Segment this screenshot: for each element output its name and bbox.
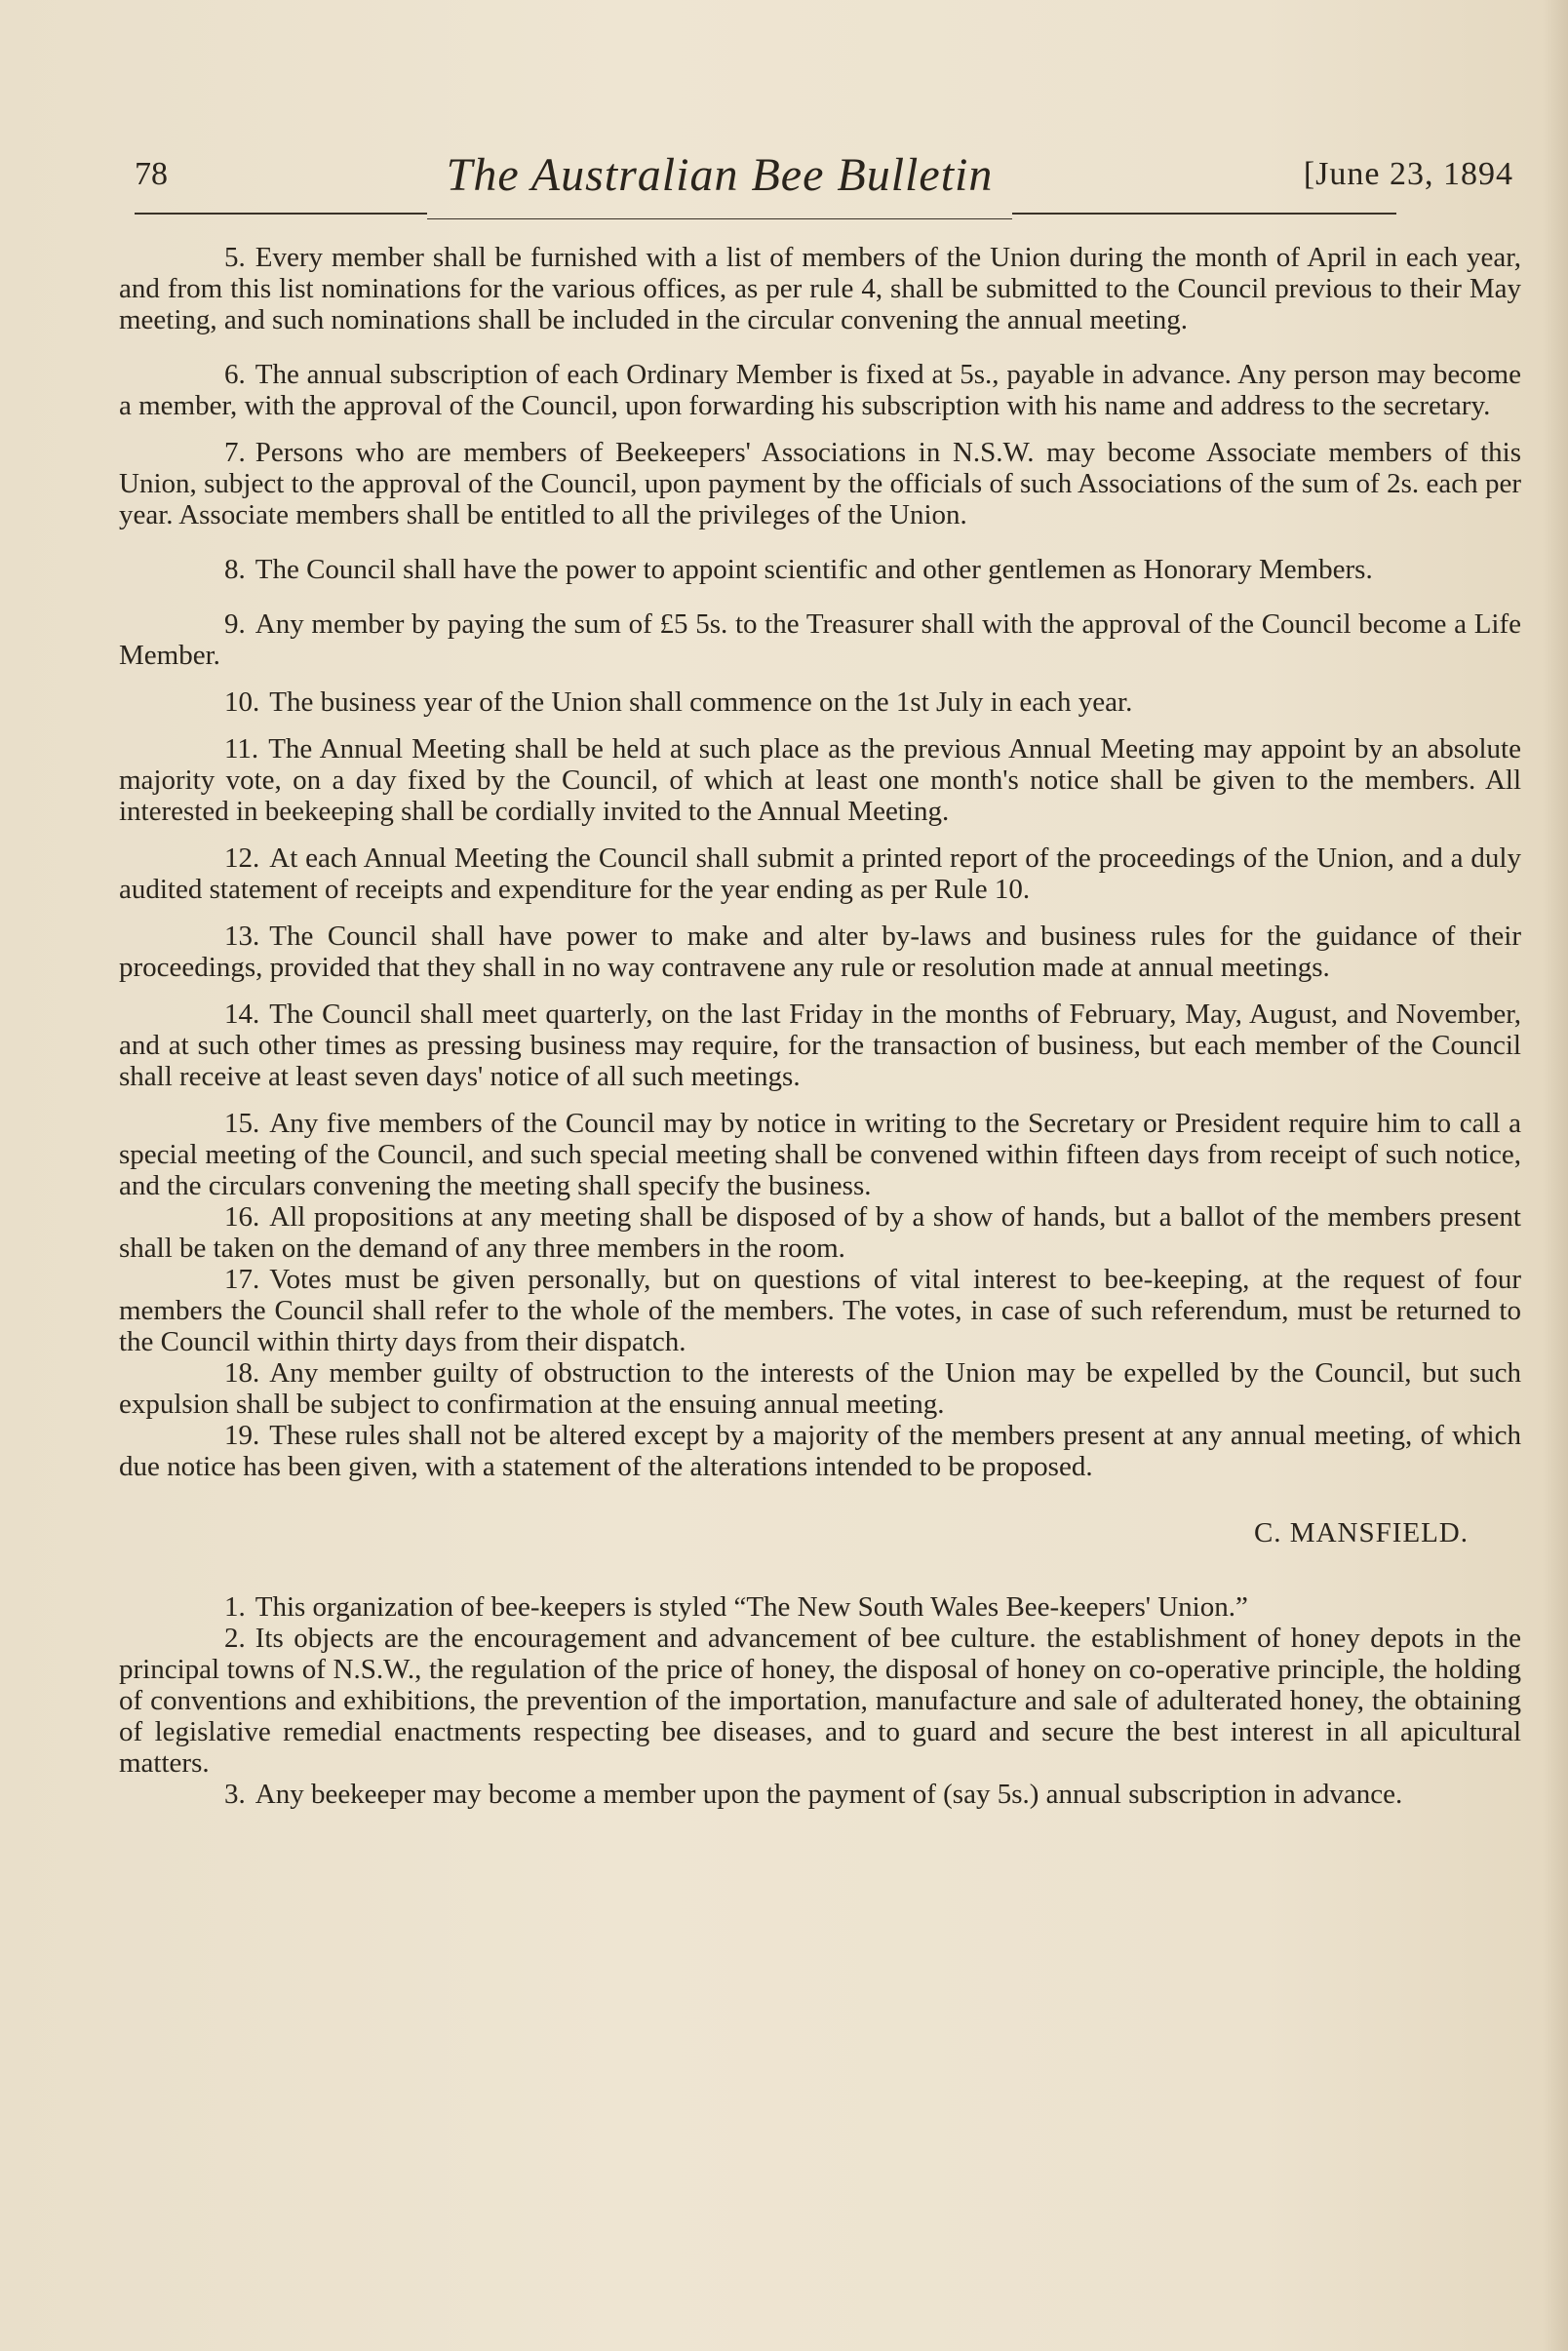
- rule-16: 16. All propositions at any meeting shall be disposed of by a show of hands, but a ballot of the members present shall be taken on the demand of any three members in the room.: [119, 1201, 1521, 1264]
- header-rule: [427, 218, 1012, 219]
- signature: C. MANSFIELD.: [1253, 1517, 1469, 1548]
- union-rule-3: 3. Any beekeeper may become a member upon the payment of (say 5s.) annual subscription in advance.: [224, 1779, 1403, 1810]
- rule-9: 9. Any member by paying the sum of £5 5s. to the Treasurer shall with the approval of the Council become a Life Member.: [119, 608, 1521, 671]
- union-rule-2: 2. Its objects are the encouragement and advancement of bee culture. the establishment of honey depots in the principal towns of N.S.W., the regulation of the price of honey, the disposal of honey on co-operative principle, the holding of conventions and exhibitions, the prevention of the importation, manufacture and sale of adulterated honey, the obtaining of legislative remedial enactments respecting bee diseases, and to guard and secure the best interest in all apicultural matters.: [119, 1623, 1521, 1779]
- rule-18: 18. Any member guilty of obstruction to the interests of the Union may be expelled by the Council, but such expulsion shall be subject to confirmation at the ensuing annual meeting.: [119, 1357, 1521, 1420]
- rule-6: 6. The annual subscription of each Ordinary Member is fixed at 5s., payable in advance. Any person may become a member, with the approval of the Council, upon forwarding his subscription with his name and address to the secretary.: [119, 359, 1521, 421]
- rule-12: 12. At each Annual Meeting the Council shall submit a printed report of the proceedings of the Union, and a duly audited statement of receipts and expenditure for the year ending as per Rule 10.: [119, 842, 1521, 905]
- rule-11: 11. The Annual Meeting shall be held at such place as the previous Annual Meeting may appoint by an absolute majority vote, on a day fixed by the Council, of which at least one month's notice shall be given to the members. All interested in beekeeping shall be cordially invited to the Annual Meeting.: [119, 733, 1521, 827]
- rule-14: 14. The Council shall meet quarterly, on the last Friday in the months of February, May, August, and November, and at such other times as pressing business may require, for the transaction of business, but each member of the Council shall receive at least seven days' notice of all such meetings.: [119, 999, 1521, 1092]
- page-header: [135, 148, 1519, 226]
- rule-5: 5. Every member shall be furnished with a list of members of the Union during the month of April in each year, and from this list nominations for the various offices, as per rule 4, shall be submitted to the Council previous to their May meeting, and such nominations shall be included in the circular convening the annual meeting.: [119, 242, 1521, 335]
- union-rule-1: 1. This organization of bee-keepers is styled “The New South Wales Bee-keepers' Union.”: [224, 1591, 1248, 1623]
- rule-13: 13. The Council shall have power to make and alter by-laws and business rules for the guidance of their proceedings, provided that they shall in no way contravene any rule or resolution made at annual meetings.: [119, 921, 1521, 983]
- rule-17: 17. Votes must be given personally, but on questions of vital interest to bee-keeping, at the request of four members the Council shall refer to the whole of the members. The votes, in case of such referendum, must be returned to the Council within thirty days from their dispatch.: [119, 1264, 1521, 1357]
- header-rule: [135, 213, 427, 215]
- rule-15: 15. Any five members of the Council may by notice in writing to the Secretary or President require him to call a special meeting of the Council, and such special meeting shall be convened within fifteen days from receipt of such notice, and the circulars convening the meeting shall specify the business.: [119, 1108, 1521, 1201]
- rule-19: 19. These rules shall not be altered except by a majority of the members present at any annual meeting, of which due notice has been given, with a statement of the alterations intended to be proposed.: [119, 1420, 1521, 1482]
- header-rule: [1012, 213, 1396, 215]
- rule-10: 10. The business year of the Union shall commence on the 1st July in each year.: [224, 686, 1133, 718]
- rule-8: 8. The Council shall have the power to appoint scientific and other gentlemen as Honorary Members.: [224, 554, 1373, 585]
- page-edge: [1543, 0, 1568, 2351]
- page-number: 78: [135, 156, 168, 192]
- issue-date: [June 23, 1894: [1303, 156, 1513, 192]
- journal-title: The Australian Bee Bulletin: [446, 149, 994, 201]
- rule-7: 7. Persons who are members of Beekeepers' Associations in N.S.W. may become Associate members of this Union, subject to the approval of the Council, upon payment by the officials of such Associations of the sum of 2s. each per year. Associate members shall be entitled to all the privileges of the Union.: [119, 437, 1521, 530]
- article-body: [119, 242, 1521, 1810]
